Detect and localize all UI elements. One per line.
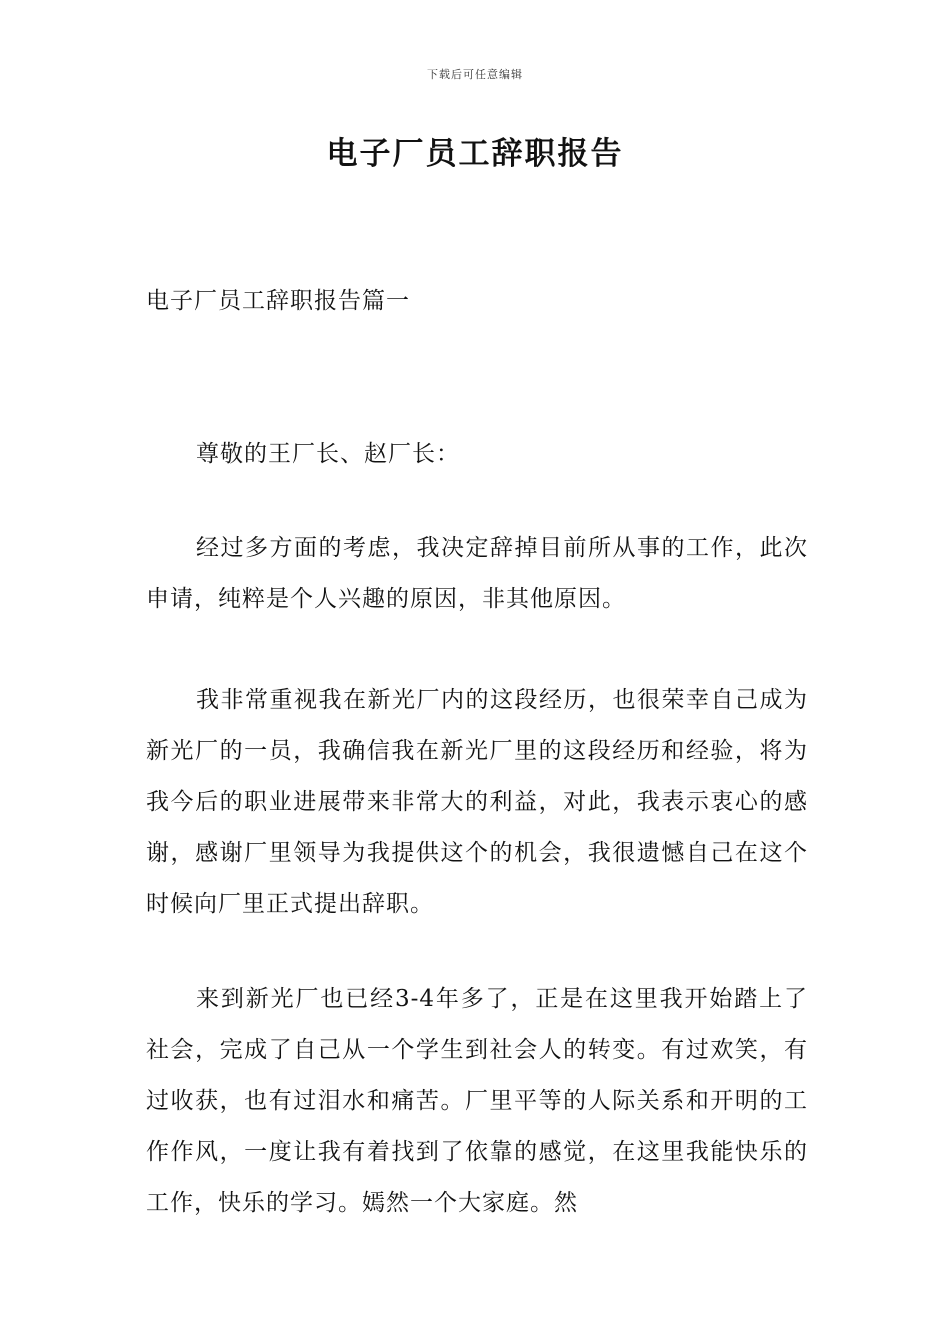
paragraph-1: 经过多方面的考虑，我决定辞掉目前所从事的工作，此次申请，纯粹是个人兴趣的原因，非其他原因。: [146, 535, 808, 612]
salutation: 尊敬的王厂长、赵厂长：: [196, 441, 460, 467]
header-note: 下载后可任意编辑: [427, 68, 523, 81]
paragraph-3: 来到新光厂也已经3-4年多了，正是在这里我开始踏上了社会，完成了自己从一个学生到社会人的转变。有过欢笑，有过收获，也有过泪水和痛苦。厂里平等的人际关系和开明的工作作风，一度让我有着找到了依靠的感觉，在这里我能快乐的工作，快乐的学习。嫣然一个大家庭。然: [146, 986, 808, 1216]
paragraph-2: 我非常重视我在新光厂内的这段经历，也很荣幸自己成为新光厂的一员，我确信我在新光厂里的这段经历和经验，将为我今后的职业进展带来非常大的利益，对此，我表示衷心的感谢，感谢厂里领导为我提供这个的机会，我很遗憾自己在这个时候向厂里正式提出辞职。: [146, 687, 808, 917]
document-title: 电子厂员工辞职报告: [326, 136, 624, 172]
section-heading: 电子厂员工辞职报告篇一: [146, 288, 410, 314]
